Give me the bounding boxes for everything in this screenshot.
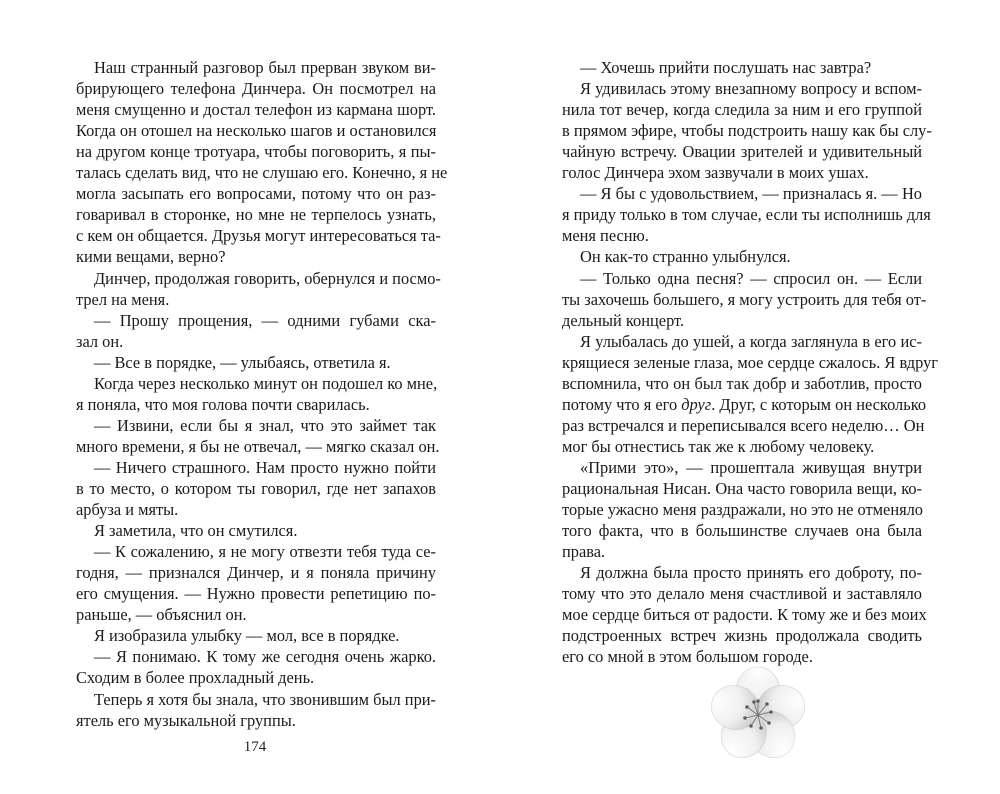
- text-line: на другом конце тротуара, чтобы поговорить, я пы-: [76, 142, 436, 162]
- text-line: Он как-то странно улыбнулся.: [580, 247, 791, 267]
- text-line: рациональная Нисан. Она часто говорила вещи, ко-: [562, 479, 922, 498]
- text-line: меня песню.: [562, 226, 649, 246]
- text-line: нила тот вечер, когда следила за ним и его группой: [562, 100, 922, 120]
- text-line: Теперь я хотя бы знала, что звонившим был при-: [94, 689, 436, 709]
- text-line: кими вещами, верно?: [76, 247, 226, 267]
- text-line: — Ничего страшного. Нам просто нужно пойти: [94, 457, 436, 477]
- text-line: Я заметила, что он смутился.: [94, 521, 298, 541]
- text-line: раз встречался и переписывался всего неделю… Он: [562, 415, 925, 435]
- text-line: — К сожалению, я не могу отвезти тебя туда се-: [94, 542, 436, 562]
- text-line: — Прошу прощения, — одними губами ска-: [94, 310, 436, 330]
- text-line: много времени, я бы не отвечал, — мягко сказал он.: [76, 436, 440, 456]
- text-line: — Я бы с удовольствием, — призналась я. — Но: [580, 184, 922, 204]
- text-line: брирующего телефона Динчера. Он посмотрел на: [76, 79, 436, 99]
- text-line: мое сердце биться от радости. К тому же и без моих: [562, 605, 927, 625]
- text-line: Наш странный разговор был прерван звуком ви-: [94, 58, 436, 77]
- page-number: 174: [243, 739, 267, 755]
- text-line: — Я понимаю. К тому же сегодня очень жарко.: [94, 647, 436, 667]
- text-line: в прямом эфире, чтобы подстроить нашу как бы слу-: [562, 121, 932, 141]
- text-line: ты захочешь большего, я могу устроить для тебя от-: [562, 289, 927, 309]
- text-line: «Прими это», — прошептала живущая внутри: [580, 457, 922, 477]
- text-line: Я должна была просто принять его доброту, по-: [580, 563, 922, 583]
- text-line: я приду только в том случае, если ты исполнишь для: [562, 205, 931, 225]
- text-line: мог бы отнестись так же к любому человеку.: [562, 436, 875, 456]
- text-line: я поняла, что моя голова почти сварилась.: [76, 394, 370, 414]
- text-line: талась сделать вид, что не слушаю его. Конечно, я не: [76, 163, 448, 183]
- text-line: крящиеся зеленые глаза, мое сердце сжалось. Я вдруг: [562, 352, 939, 372]
- text-line: меня смущенно и достал телефон из кармана шорт.: [76, 100, 436, 120]
- text-line: Динчер, продолжая говорить, обернулся и посмо-: [94, 268, 441, 288]
- text-line: потому что я его друг. Друг, с которым он несколько: [562, 394, 927, 414]
- text-line: его со мной в этом большом городе.: [562, 647, 813, 667]
- text-line: Я изобразила улыбку — мол, все в порядке.: [94, 626, 400, 646]
- text-line: с кем он общается. Друзья могут интересоваться та-: [76, 226, 441, 246]
- text-line: его смущения. — Нужно провести репетицию по-: [76, 584, 436, 604]
- text-line: чайную встречу. Овации зрителей и удивительный: [562, 142, 922, 162]
- text-line: Когда через несколько минут он подошел ко мне,: [94, 373, 438, 393]
- text-line: трел на меня.: [76, 289, 170, 309]
- text-line: — Все в порядке, — улыбаясь, ответила я.: [94, 352, 391, 372]
- text-line: — Только одна песня? — спросил он. — Если: [580, 268, 922, 288]
- text-line: — Хочешь прийти послушать нас завтра?: [580, 58, 872, 77]
- text-line: арбуза и мяты.: [76, 500, 179, 520]
- text-line: вспомнила, что он был так добр и заботлив, просто: [562, 373, 922, 393]
- text-line: Я улыбалась до ушей, а когда заглянула в его ис-: [580, 331, 922, 351]
- text-line: Я удивилась этому внезапному вопросу и вспом-: [580, 79, 922, 99]
- text-line: права.: [562, 542, 606, 562]
- cherry-blossom-icon: [703, 663, 813, 763]
- text-line: — Извини, если бы я знал, что это займет так: [94, 415, 436, 435]
- text-line: ятель его музыкальной группы.: [76, 710, 296, 730]
- text-line: дельный концерт.: [562, 310, 685, 330]
- text-line: говаривал в сторонке, но мне не терпелось узнать,: [76, 205, 436, 225]
- text-line: могла засыпать его вопросами, потому что он раз-: [76, 184, 436, 204]
- text-line: зал он.: [76, 331, 124, 351]
- text-line: годня, — признался Динчер, и я поняла причину: [76, 563, 436, 583]
- text-line: Сходим в более прохладный день.: [76, 668, 315, 688]
- text-line: голос Динчера эхом зазвучали в моих ушах.: [562, 163, 869, 183]
- text-line: в то место, о котором ты говорил, где нет запахов: [76, 479, 436, 498]
- text-line: раньше, — объяснил он.: [76, 605, 247, 625]
- text-line: торые ужасно меня раздражали, но это не отменяло: [562, 500, 924, 520]
- text-line: подстроенных встреч жизнь продолжала сводить: [562, 626, 922, 646]
- text-line: тому что это делало меня счастливой и заставляло: [562, 584, 922, 604]
- text-line: того факта, что в большинстве случаев она была: [562, 521, 922, 541]
- text-line: Когда он отошел на несколько шагов и остановился: [76, 121, 437, 141]
